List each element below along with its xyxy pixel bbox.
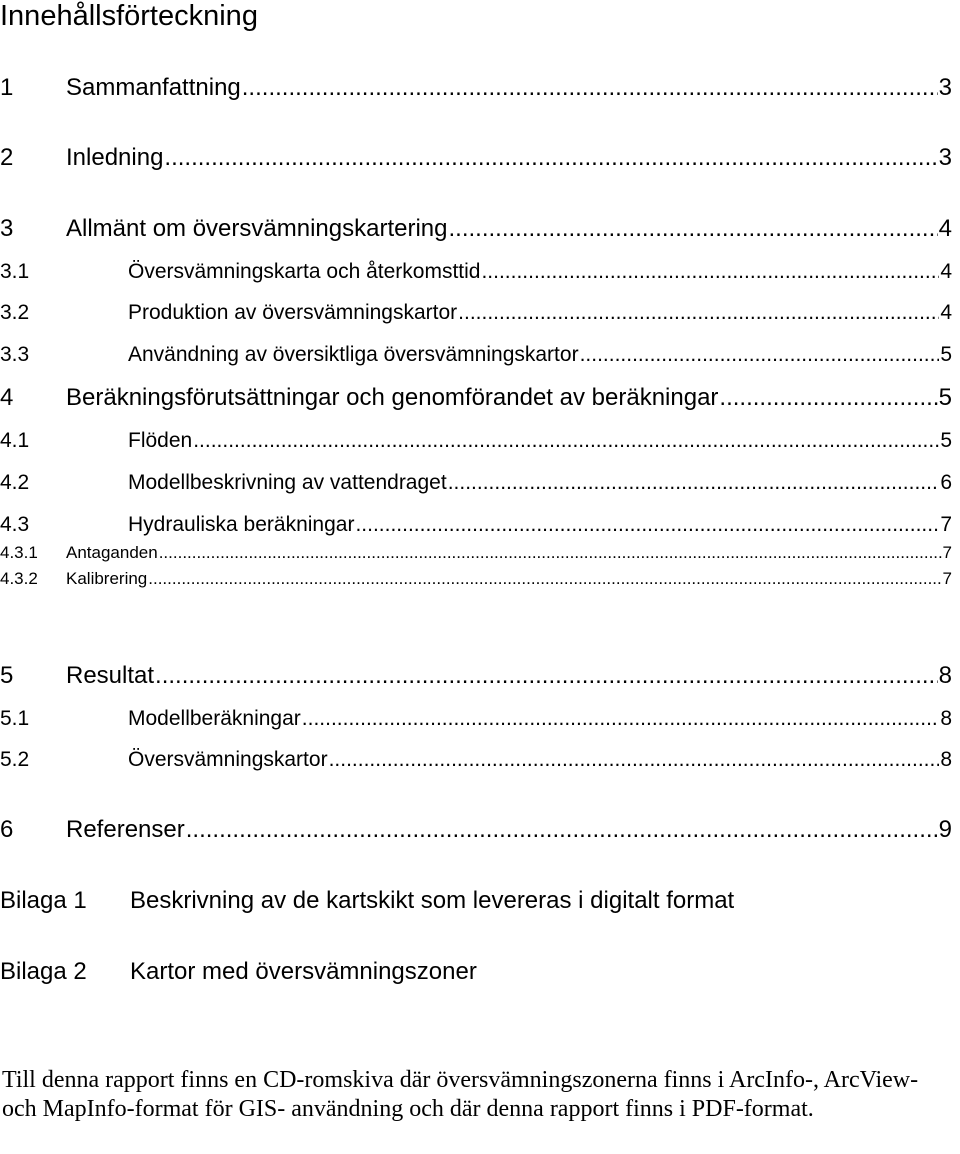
toc-number: 4.1 — [0, 429, 30, 452]
leader-dots — [155, 661, 938, 691]
toc-entry-5-2[interactable] — [0, 746, 952, 774]
leader-dots — [481, 258, 939, 286]
toc-number: 2 — [0, 144, 14, 171]
toc-page: 4 — [938, 215, 952, 242]
toc-page: 3 — [938, 74, 952, 101]
leader-dots — [193, 427, 939, 455]
toc-label: Beräkningsförutsättningar och genomförandet av beräkningar — [66, 384, 719, 411]
toc-label: Sammanfattning — [66, 74, 241, 101]
toc-entry-4[interactable] — [0, 383, 952, 413]
toc-page: 7 — [942, 569, 952, 588]
toc-label: Produktion av översvämningskartor — [128, 301, 458, 324]
leader-dots — [148, 568, 941, 590]
toc-number: 4.3 — [0, 513, 30, 536]
leader-dots — [186, 815, 938, 845]
toc-page: 5 — [940, 343, 952, 366]
toc-number: 3.2 — [0, 301, 30, 324]
toc-entry-1[interactable] — [0, 73, 952, 103]
leader-dots — [458, 299, 939, 327]
toc-number: 6 — [0, 816, 14, 843]
toc-page: 3 — [938, 144, 952, 171]
toc-number: 3.3 — [0, 343, 30, 366]
toc-page: 6 — [940, 471, 952, 494]
toc-entry-3-3[interactable] — [0, 341, 952, 369]
toc-entry-5[interactable] — [0, 661, 952, 691]
toc-label: Översvämningskartor — [128, 748, 328, 771]
toc-number: 5.1 — [0, 707, 30, 730]
toc-label: Antaganden — [66, 543, 158, 562]
toc-entry-3[interactable] — [0, 214, 952, 244]
toc-label: Modellberäkningar — [128, 707, 301, 730]
appendix-2[interactable] — [0, 957, 477, 987]
appendix-number: Bilaga 2 — [0, 958, 87, 985]
toc-number: 1 — [0, 74, 14, 101]
toc-entry-3-2[interactable] — [0, 299, 952, 327]
toc-label: Resultat — [66, 662, 155, 689]
toc-number: 4.3.1 — [0, 543, 38, 562]
appendix-label: Beskrivning av de kartskikt som levereras i digitalt format — [130, 887, 735, 914]
toc-number: 3 — [0, 215, 14, 242]
toc-number: 4 — [0, 384, 14, 411]
toc-page: 4 — [940, 260, 952, 283]
toc-page: 8 — [940, 707, 952, 730]
toc-label: Kalibrering — [66, 569, 148, 588]
toc-entry-2[interactable] — [0, 143, 952, 173]
toc-label: Användning av översiktliga översvämningskartor — [128, 343, 579, 366]
toc-page: 7 — [942, 543, 952, 562]
toc-label: Översvämningskarta och återkomsttid — [128, 260, 481, 283]
toc-label: Inledning — [66, 144, 164, 171]
toc-page: 5 — [938, 384, 952, 411]
toc-number: 3.1 — [0, 260, 30, 283]
leader-dots — [329, 746, 940, 774]
toc-label: Flöden — [128, 429, 193, 452]
toc-page: 8 — [938, 662, 952, 689]
toc-page: 4 — [940, 301, 952, 324]
toc-number: 4.3.2 — [0, 569, 38, 588]
leader-dots — [448, 214, 937, 244]
leader-dots — [159, 542, 942, 564]
leader-dots — [302, 705, 940, 733]
leader-dots — [164, 143, 937, 173]
toc-number: 5.2 — [0, 748, 30, 771]
leader-dots — [242, 73, 938, 103]
toc-number: 4.2 — [0, 471, 30, 494]
toc-page: 9 — [938, 816, 952, 843]
toc-entry-4-3[interactable] — [0, 511, 952, 539]
toc-label: Referenser — [66, 816, 185, 843]
toc-entry-4-2[interactable] — [0, 469, 952, 497]
toc-page: 7 — [940, 513, 952, 536]
toc-entry-3-1[interactable] — [0, 258, 952, 286]
toc-title: Innehållsförteckning — [0, 0, 258, 32]
toc-page: 5 — [940, 429, 952, 452]
leader-dots — [719, 383, 937, 413]
toc-entry-4-1[interactable] — [0, 427, 952, 455]
appendix-label: Kartor med översvämningszoner — [130, 958, 477, 985]
toc-entry-4-3-2[interactable] — [0, 568, 952, 590]
appendix-number: Bilaga 1 — [0, 887, 87, 914]
leader-dots — [448, 469, 940, 497]
toc-label: Allmänt om översvämningskartering — [66, 215, 448, 242]
toc-page: 8 — [940, 748, 952, 771]
toc-label: Hydrauliska beräkningar — [128, 513, 355, 536]
toc-entry-5-1[interactable] — [0, 705, 952, 733]
appendix-1[interactable] — [0, 886, 734, 916]
cd-rom-note: Till denna rapport finns en CD-romskiva där översvämningszonerna finns i ArcInfo-, ArcView- och MapInfo-format för GIS- användning och där denna rapport finns i PDF-format. — [2, 1067, 919, 1122]
leader-dots — [355, 511, 939, 539]
toc-number: 5 — [0, 662, 14, 689]
leader-dots — [580, 341, 940, 369]
toc-label: Modellbeskrivning av vattendraget — [128, 471, 447, 494]
toc-entry-4-3-1[interactable] — [0, 542, 952, 564]
toc-entry-6[interactable] — [0, 815, 952, 845]
